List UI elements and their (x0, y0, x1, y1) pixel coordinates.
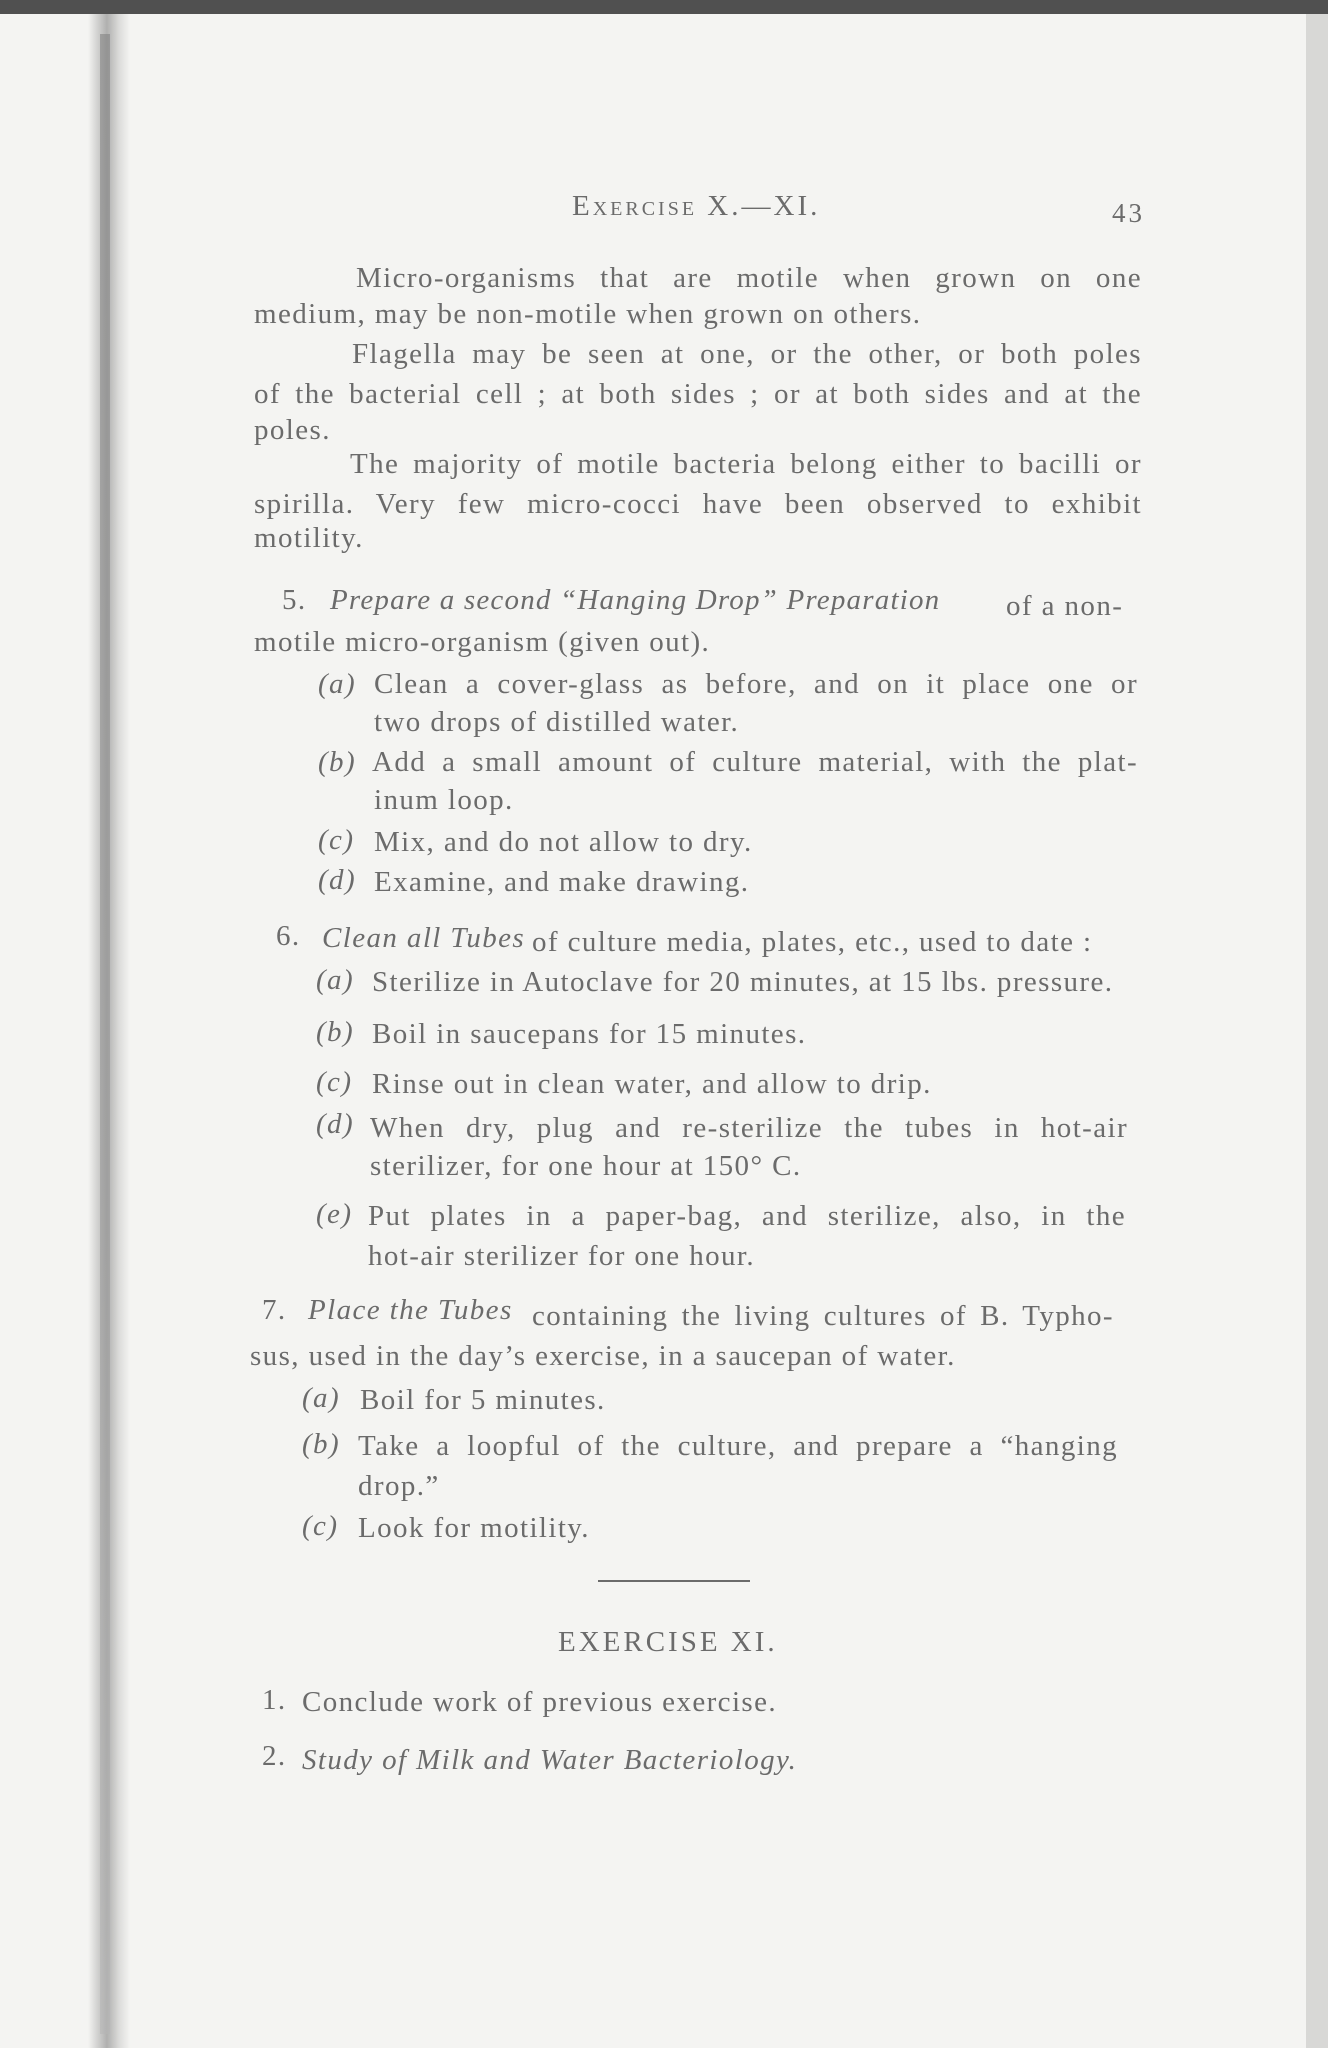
subitem-line: When dry, plug and re-sterilize the tubes in hot-air (370, 1112, 1128, 1144)
paragraph-line: Micro-organisms that are motile when grown on one (356, 262, 1142, 294)
subitem-label: (b) (318, 746, 357, 778)
subitem-line: sterilizer, for one hour at 150° C. (370, 1150, 802, 1182)
subitem-line: two drops of distilled water. (374, 706, 740, 738)
subitem-line: Examine, and make drawing. (374, 866, 750, 898)
subitem-label: (a) (316, 964, 355, 996)
item-number: 7. (262, 1294, 287, 1326)
item-line: of culture media, plates, etc., used to date : (532, 926, 1093, 958)
subitem-label: (a) (302, 1382, 341, 1414)
subitem-label: (e) (316, 1198, 353, 1230)
subitem-label: (b) (316, 1016, 355, 1048)
page-number: 43 (1112, 198, 1145, 228)
paragraph-line: The majority of motile bacteria belong either to bacilli or (350, 448, 1142, 480)
paragraph-line: of the bacterial cell ; at both sides ; or at both sides and at the (254, 378, 1142, 410)
paragraph-line: Flagella may be seen at one, or the other, or both poles (352, 338, 1142, 370)
subitem-label: (c) (302, 1510, 339, 1542)
subitem-label: (b) (302, 1428, 341, 1460)
page-edge (1306, 14, 1328, 2048)
subitem-line: Add a small amount of culture material, with the plat- (372, 746, 1138, 778)
subitem-label: (d) (318, 864, 357, 896)
item-line: containing the living cultures of B. Typho- (532, 1300, 1114, 1332)
item-number: 6. (276, 920, 301, 952)
gutter-line (100, 34, 110, 2034)
item-title: Clean all Tubes (322, 922, 526, 954)
subitem-line: Clean a cover-glass as before, and on it place one or (374, 668, 1138, 700)
subitem-line: inum loop. (374, 784, 514, 816)
item-title: Prepare a second “Hanging Drop” Preparation (330, 584, 941, 616)
running-header: Exercise X.—XI. (572, 190, 821, 222)
subitem-line: Take a loopful of the culture, and prepare a “hanging (358, 1430, 1118, 1462)
item-title: Place the Tubes (308, 1294, 513, 1326)
item-number: 2. (262, 1740, 287, 1772)
subitem-line: Look for motility. (358, 1512, 590, 1544)
item-line: of a non- (1006, 590, 1124, 622)
subitem-line: Rinse out in clean water, and allow to drip. (372, 1068, 932, 1100)
subitem-line: Mix, and do not allow to dry. (374, 826, 753, 858)
subitem-line: Boil in saucepans for 15 minutes. (372, 1018, 807, 1050)
item-number: 1. (262, 1684, 287, 1716)
item-title: Study of Milk and Water Bacteriology. (302, 1744, 798, 1776)
item-number: 5. (282, 584, 307, 616)
paragraph-line: medium, may be non-motile when grown on others. (254, 298, 922, 330)
subitem-label: (d) (316, 1108, 355, 1140)
subitem-line: Sterilize in Autoclave for 20 minutes, at 15 lbs. pressure. (372, 966, 1114, 998)
subitem-label: (a) (318, 668, 357, 700)
item-line: sus, used in the day’s exercise, in a saucepan of water. (250, 1340, 956, 1372)
paragraph-line: spirilla. Very few micro-cocci have been observed to exhibit (254, 488, 1142, 520)
subitem-line: hot-air sterilizer for one hour. (368, 1240, 756, 1272)
subitem-line: Put plates in a paper-bag, and sterilize, also, in the (368, 1200, 1126, 1232)
subitem-label: (c) (318, 824, 355, 856)
paragraph-line: motility. (254, 522, 364, 554)
item-line: Conclude work of previous exercise. (302, 1686, 778, 1718)
paragraph-line: poles. (254, 414, 331, 446)
subitem-line: drop.” (358, 1470, 440, 1502)
section-heading: EXERCISE XI. (558, 1626, 778, 1658)
subitem-label: (c) (316, 1066, 353, 1098)
subitem-line: Boil for 5 minutes. (360, 1384, 606, 1416)
item-line: motile micro-organism (given out). (254, 626, 711, 658)
section-divider (598, 1580, 750, 1582)
